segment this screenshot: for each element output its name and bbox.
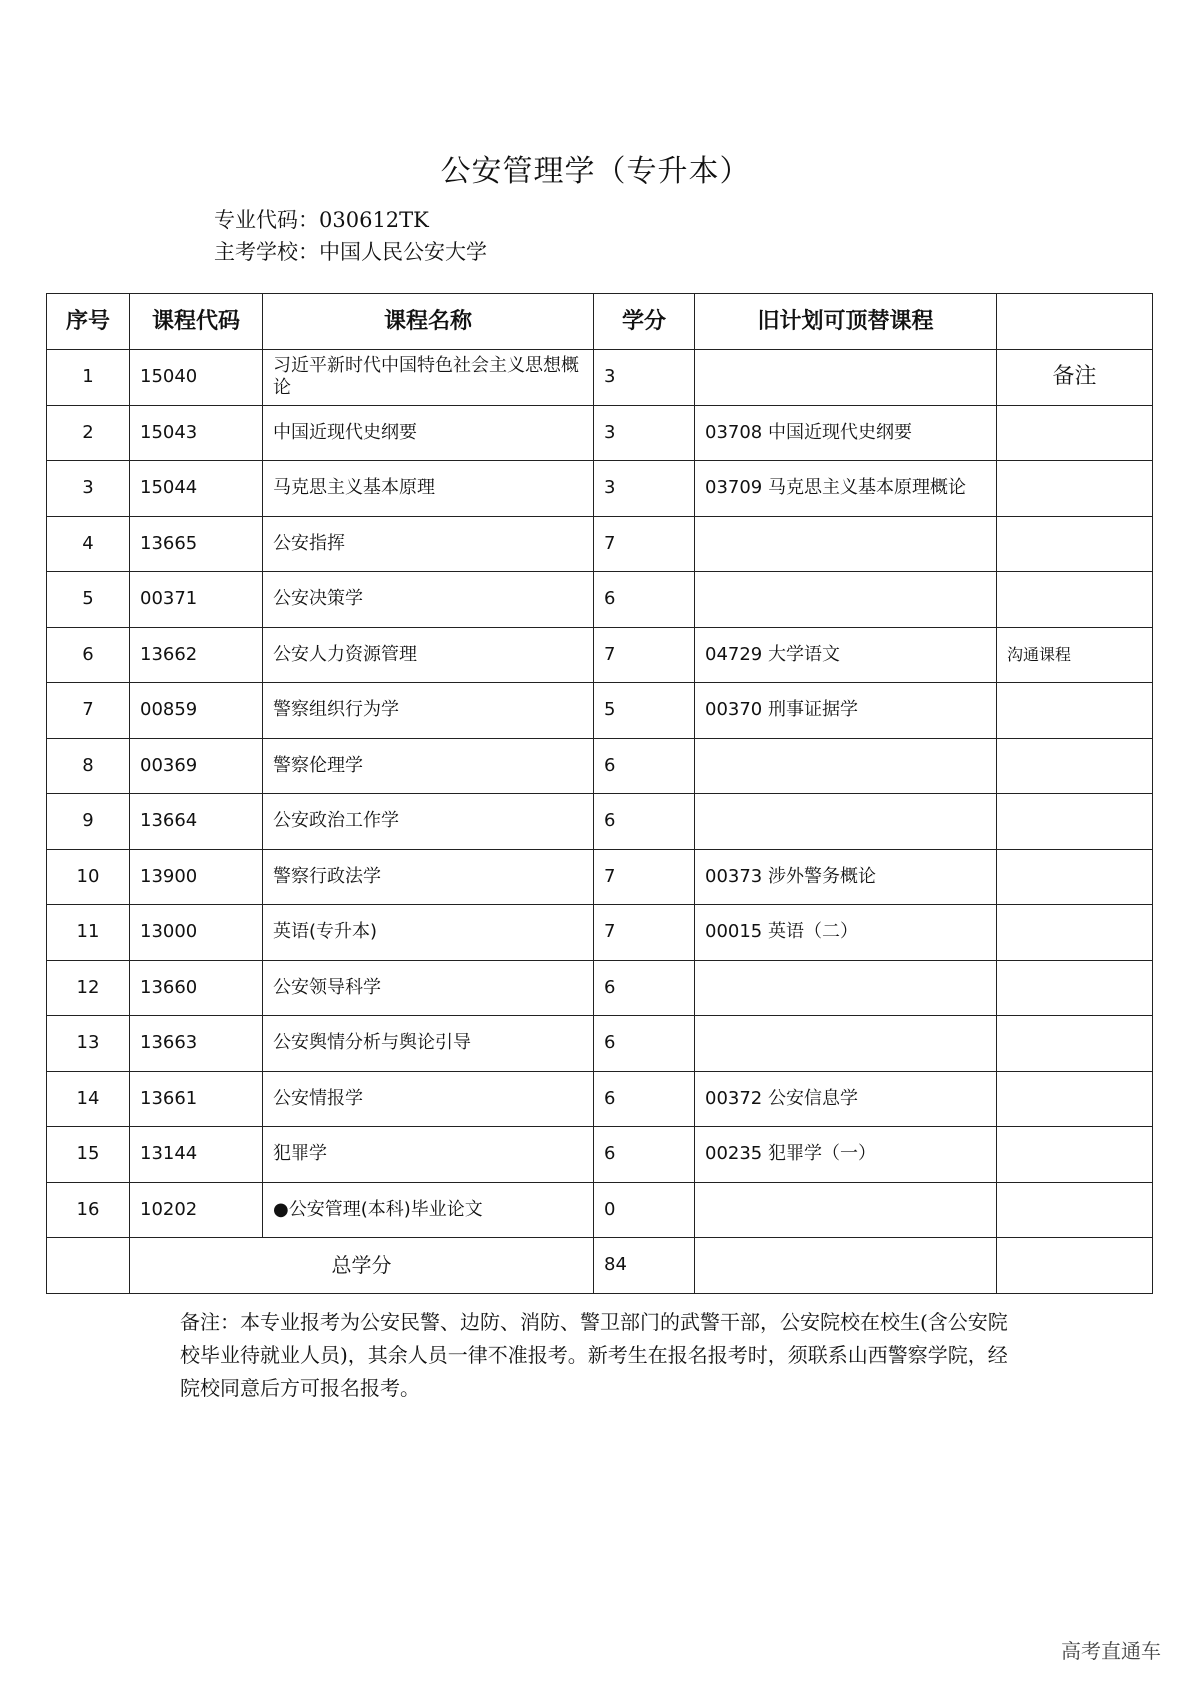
- course-remark: [997, 849, 1153, 905]
- course-code: 10202: [130, 1182, 263, 1238]
- old-plan-course: 03708 中国近现代史纲要: [695, 405, 997, 461]
- row-number: 6: [47, 627, 130, 683]
- table-row: [47, 849, 1153, 905]
- total-row: [47, 1238, 1153, 1294]
- header-old-plan: 旧计划可顶替课程: [695, 294, 997, 350]
- old-plan-course: 00372 公安信息学: [695, 1071, 997, 1127]
- course-credit: 7: [594, 516, 695, 572]
- total-remark-blank: [997, 1238, 1153, 1294]
- course-name: 公安舆情分析与舆论引导: [263, 1016, 594, 1072]
- course-credit: 7: [594, 905, 695, 961]
- course-name: 公安人力资源管理: [263, 627, 594, 683]
- course-name: 警察行政法学: [263, 849, 594, 905]
- course-table-body: [47, 350, 1153, 1294]
- course-credit: 6: [594, 960, 695, 1016]
- course-credit: 6: [594, 572, 695, 628]
- old-plan-course: 03709 马克思主义基本原理概论: [695, 461, 997, 517]
- course-remark: [997, 1182, 1153, 1238]
- course-code: 15040: [130, 350, 263, 406]
- course-remark: [997, 960, 1153, 1016]
- course-name: 公安情报学: [263, 1071, 594, 1127]
- header-blank: [997, 294, 1153, 350]
- course-name: 公安决策学: [263, 572, 594, 628]
- row-number: 8: [47, 738, 130, 794]
- course-code: 15043: [130, 405, 263, 461]
- course-code: 13662: [130, 627, 263, 683]
- course-name: 警察伦理学: [263, 738, 594, 794]
- course-credit: 6: [594, 1127, 695, 1183]
- old-plan-course: [695, 960, 997, 1016]
- table-row: [47, 1071, 1153, 1127]
- major-code: 专业代码：030612TK: [214, 208, 429, 232]
- row-number: 12: [47, 960, 130, 1016]
- footnote: 备注：本专业报考为公安民警、边防、消防、警卫部门的武警干部，公安院校在校生(含公安院校毕业待就业人员)，其余人员一律不准报考。新考生在报名报考时，须联系山西警察学院，经院校同意后方可报名报考。: [180, 1310, 1008, 1400]
- old-plan-course: 00235 犯罪学（一）: [695, 1127, 997, 1183]
- course-code: 13144: [130, 1127, 263, 1183]
- row-number: 13: [47, 1016, 130, 1072]
- row-number: 4: [47, 516, 130, 572]
- old-plan-course: [695, 572, 997, 628]
- row-number: 14: [47, 1071, 130, 1127]
- course-remark: [997, 461, 1153, 517]
- course-remark: [997, 794, 1153, 850]
- table-header-row: [47, 294, 1153, 350]
- row-number: 2: [47, 405, 130, 461]
- row-number: 10: [47, 849, 130, 905]
- course-credit: 7: [594, 849, 695, 905]
- course-name: 习近平新时代中国特色社会主义思想概论: [263, 350, 594, 406]
- old-plan-course: [695, 350, 997, 406]
- table-row: [47, 461, 1153, 517]
- course-credit: 3: [594, 461, 695, 517]
- course-name: 公安政治工作学: [263, 794, 594, 850]
- course-code: 13000: [130, 905, 263, 961]
- course-remark: [997, 405, 1153, 461]
- remark-header: 备注: [997, 350, 1153, 406]
- table-row: [47, 683, 1153, 739]
- row-number: 1: [47, 350, 130, 406]
- course-name: 警察组织行为学: [263, 683, 594, 739]
- table-row: [47, 1182, 1153, 1238]
- course-credit: 5: [594, 683, 695, 739]
- course-name: ●公安管理(本科)毕业论文: [263, 1182, 594, 1238]
- course-name: 马克思主义基本原理: [263, 461, 594, 517]
- course-name: 公安指挥: [263, 516, 594, 572]
- course-code: 13661: [130, 1071, 263, 1127]
- course-remark: [997, 1016, 1153, 1072]
- table-row: [47, 572, 1153, 628]
- old-plan-course: [695, 1182, 997, 1238]
- table-row: [47, 738, 1153, 794]
- watermark: 高考直通车: [1061, 1639, 1161, 1663]
- course-credit: 6: [594, 738, 695, 794]
- row-number: 16: [47, 1182, 130, 1238]
- course-code: 13663: [130, 1016, 263, 1072]
- course-remark: [997, 1071, 1153, 1127]
- old-plan-course: [695, 738, 997, 794]
- course-credit: 3: [594, 350, 695, 406]
- course-code: 13665: [130, 516, 263, 572]
- row-number: 7: [47, 683, 130, 739]
- table-row: [47, 960, 1153, 1016]
- old-plan-course: 00370 刑事证据学: [695, 683, 997, 739]
- course-remark: [997, 683, 1153, 739]
- header-name: 课程名称: [263, 294, 594, 350]
- course-name: 英语(专升本): [263, 905, 594, 961]
- table-row: [47, 516, 1153, 572]
- course-remark: 沟通课程: [997, 627, 1153, 683]
- course-remark: [997, 1127, 1153, 1183]
- table-row: [47, 405, 1153, 461]
- table-row: [47, 350, 1153, 406]
- course-code: 13660: [130, 960, 263, 1016]
- course-code: 00371: [130, 572, 263, 628]
- row-number: 11: [47, 905, 130, 961]
- header-credit: 学分: [594, 294, 695, 350]
- course-remark: [997, 738, 1153, 794]
- old-plan-course: [695, 1016, 997, 1072]
- old-plan-course: 04729 大学语文: [695, 627, 997, 683]
- course-remark: [997, 905, 1153, 961]
- row-number: 5: [47, 572, 130, 628]
- old-plan-course: 00015 英语（二）: [695, 905, 997, 961]
- old-plan-course: 00373 涉外警务概论: [695, 849, 997, 905]
- course-credit: 6: [594, 1071, 695, 1127]
- old-plan-course: [695, 516, 997, 572]
- table-row: [47, 794, 1153, 850]
- total-credit: 84: [594, 1238, 695, 1294]
- course-credit: 7: [594, 627, 695, 683]
- course-table: [46, 293, 1153, 1294]
- total-blank-cell: [47, 1238, 130, 1294]
- row-number: 15: [47, 1127, 130, 1183]
- table-row: [47, 1016, 1153, 1072]
- course-code: 00369: [130, 738, 263, 794]
- header-no: 序号: [47, 294, 130, 350]
- course-credit: 6: [594, 1016, 695, 1072]
- course-code: 00859: [130, 683, 263, 739]
- course-remark: [997, 572, 1153, 628]
- course-credit: 3: [594, 405, 695, 461]
- course-name: 犯罪学: [263, 1127, 594, 1183]
- course-code: 13900: [130, 849, 263, 905]
- table-row: [47, 627, 1153, 683]
- table-row: [47, 1127, 1153, 1183]
- document-title: 公安管理学（专升本）: [440, 154, 751, 189]
- course-name: 公安领导科学: [263, 960, 594, 1016]
- course-credit: 0: [594, 1182, 695, 1238]
- course-name: 中国近现代史纲要: [263, 405, 594, 461]
- old-plan-course: [695, 794, 997, 850]
- course-credit: 6: [594, 794, 695, 850]
- course-remark: [997, 516, 1153, 572]
- table-row: [47, 905, 1153, 961]
- header-code: 课程代码: [130, 294, 263, 350]
- course-code: 13664: [130, 794, 263, 850]
- total-old-blank: [695, 1238, 997, 1294]
- total-label: 总学分: [130, 1238, 594, 1294]
- host-school: 主考学校：中国人民公安大学: [214, 240, 487, 264]
- row-number: 9: [47, 794, 130, 850]
- row-number: 3: [47, 461, 130, 517]
- course-code: 15044: [130, 461, 263, 517]
